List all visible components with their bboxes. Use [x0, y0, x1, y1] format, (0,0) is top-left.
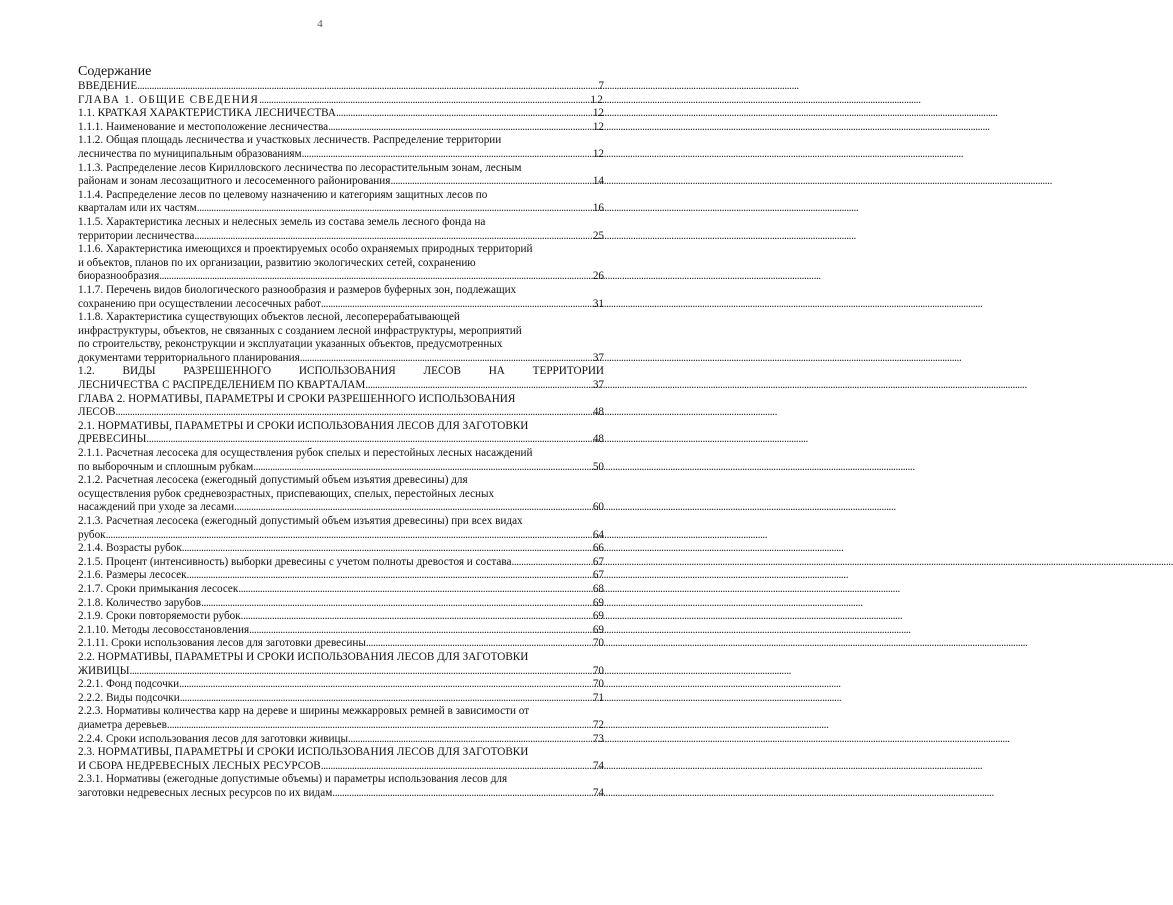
- toc-entry-last-line: [78, 719, 604, 733]
- toc-entry-title: кварталам или их частям: [78, 202, 197, 215]
- toc-page-number: 12: [592, 120, 604, 133]
- toc-page-number: 25: [592, 229, 604, 242]
- toc-entry-title: биоразнообразия: [78, 270, 160, 283]
- toc-entry-line: 1.1.8. Характеристика существующих объектов лесной, лесоперерабатывающей: [78, 311, 460, 324]
- toc-entry[interactable]: [78, 678, 604, 692]
- toc-entry-last-line: [78, 461, 604, 475]
- dot-leader: [253, 461, 592, 475]
- toc-page-number: 26: [592, 270, 604, 283]
- toc-entry-title: 2.1.9. Сроки повторяемости рубок: [78, 610, 241, 623]
- toc-entry-line: 2.1.1. Расчетная лесосека для осуществления рубок спелых и перестойных лесных насаждений: [78, 447, 533, 460]
- dot-leader: [137, 80, 597, 94]
- toc-entry-line: 2.2.3. Нормативы количества карр на дереве и ширины межкарровых ремней в зависимости от: [78, 705, 530, 718]
- toc-page-number: 12: [592, 147, 604, 160]
- toc-entry-last-line: [78, 597, 604, 611]
- toc-entry-last-line: [78, 542, 604, 556]
- dot-leader: [332, 787, 592, 801]
- toc-entry[interactable]: [78, 94, 604, 108]
- toc-entry-last-line: [78, 637, 604, 651]
- toc-entry-line: 1.1.5. Характеристика лесных и нелесных земель из состава земель лесного фонда на: [78, 215, 486, 228]
- toc-page-number: 69: [592, 623, 604, 636]
- dot-leader: [348, 733, 592, 747]
- toc-entry[interactable]: [78, 134, 604, 161]
- toc-entry-line: 1.1.6. Характеристика имеющихся и проектируемых особо охраняемых природных территорий: [78, 243, 533, 256]
- toc-page-number: 70: [592, 664, 604, 677]
- toc-page-number: 72: [592, 718, 604, 731]
- toc-entry-title: 2.2.1. Фонд подсочки: [78, 678, 180, 691]
- toc-entry-last-line: [78, 107, 604, 121]
- dot-leader: [259, 94, 589, 108]
- toc-entry-title: ЛЕСНИЧЕСТВА С РАСПРЕДЕЛЕНИЕМ ПО КВАРТАЛАМ: [78, 379, 366, 392]
- toc-entry-last-line: [78, 270, 604, 284]
- toc-entry-last-line: [78, 787, 604, 801]
- toc-page-number: 70: [592, 678, 604, 691]
- dot-leader: [390, 175, 591, 189]
- toc-entry-title: документами территориального планирования: [78, 351, 300, 364]
- toc-entry-last-line: [78, 569, 604, 583]
- table-of-contents: [78, 80, 604, 800]
- toc-entry[interactable]: [78, 651, 604, 678]
- toc-entry[interactable]: [78, 447, 604, 474]
- toc-entry-last-line: [78, 583, 604, 597]
- toc-entry-last-line: [78, 624, 604, 638]
- toc-entry-last-line: [78, 379, 604, 393]
- dot-leader: [182, 542, 592, 556]
- toc-entry[interactable]: [78, 610, 604, 624]
- toc-entry-last-line: [78, 610, 604, 624]
- toc-entry[interactable]: [78, 542, 604, 556]
- toc-page-number: 70: [592, 637, 604, 650]
- dot-leader: [194, 230, 591, 244]
- toc-page-number: 74: [592, 759, 604, 772]
- toc-entry-line: 1.1.3. Распределение лесов Кирилловского лесничества по лесорастительным зонам, лесным: [78, 161, 522, 174]
- toc-entry-title: заготовки недревесных лесных ресурсов по их видам: [78, 786, 333, 799]
- toc-entry-title: 2.1.5. Процент (интенсивность) выборки древесины с учетом полноты древостоя и состава: [78, 555, 512, 568]
- toc-page-number: 48: [592, 406, 604, 419]
- toc-entry-line: 2.3. НОРМАТИВЫ, ПАРАМЕТРЫ И СРОКИ ИСПОЛЬЗОВАНИЯ ЛЕСОВ ДЛЯ ЗАГОТОВКИ: [78, 746, 529, 759]
- toc-entry[interactable]: [78, 515, 604, 542]
- toc-entry-title: рубок: [78, 528, 106, 541]
- dot-leader: [302, 148, 592, 162]
- dot-leader: [321, 760, 592, 774]
- dot-leader: [179, 678, 592, 692]
- toc-entry-last-line: [78, 121, 604, 135]
- toc-page-number: 73: [592, 732, 604, 745]
- toc-entry[interactable]: [78, 705, 604, 732]
- dot-leader: [238, 583, 591, 597]
- toc-entry-line: 1.1.2. Общая площадь лесничества и участковых лесничеств. Распределение территории: [78, 134, 502, 147]
- toc-entry[interactable]: [78, 624, 604, 638]
- toc-entry-title: ВВЕДЕНИЕ: [78, 80, 138, 92]
- dot-leader: [365, 379, 592, 393]
- toc-entry[interactable]: [78, 80, 604, 94]
- dot-leader: [300, 352, 592, 366]
- dot-leader: [241, 610, 592, 624]
- toc-page-number: 37: [592, 351, 604, 364]
- dot-leader: [167, 719, 592, 733]
- toc-entry-last-line: [78, 175, 604, 189]
- toc-entry-title: ДРЕВЕСИНЫ: [78, 433, 147, 446]
- dot-leader: [511, 556, 591, 570]
- toc-entry-last-line: [78, 406, 604, 420]
- toc-entry[interactable]: [78, 107, 604, 121]
- toc-entry-line: и объектов, планов по их организации, развитию экологических сетей, сохранению: [78, 256, 476, 269]
- toc-entry-title: сохранению при осуществлении лесосечных работ: [78, 297, 321, 310]
- dot-leader: [106, 529, 592, 543]
- toc-entry[interactable]: [78, 243, 604, 284]
- toc-entry-last-line: [78, 80, 604, 94]
- dot-leader: [234, 501, 592, 515]
- toc-entry[interactable]: [78, 746, 604, 773]
- dot-leader: [321, 298, 592, 312]
- toc-entry[interactable]: [78, 393, 604, 420]
- toc-entry-title: 2.1.6. Размеры лесосек: [78, 569, 187, 582]
- toc-entry[interactable]: [78, 121, 604, 135]
- toc-page-number: 69: [592, 596, 604, 609]
- toc-entry-line: по строительству, реконструкции и эксплуатации указанных объектов, предусмотренных: [78, 338, 503, 351]
- toc-entry-line: 2.1.2. Расчетная лесосека (ежегодный допустимый объем изъятия древесины) для: [78, 474, 468, 487]
- toc-entry-title: 2.2.4. Сроки использования лесов для заготовки живицы: [78, 732, 349, 745]
- toc-entry-line: осуществления рубок средневозрастных, приспевающих, спелых, перестойных лесных: [78, 487, 495, 500]
- toc-page-number: 37: [592, 379, 604, 392]
- toc-entry-last-line: [78, 665, 604, 679]
- dot-leader: [159, 270, 592, 284]
- toc-page-number: 50: [592, 460, 604, 473]
- toc-entry[interactable]: [78, 311, 604, 365]
- toc-entry-line: 2.1.3. Расчетная лесосека (ежегодный допустимый объем изъятия древесины) при всех видах: [78, 515, 523, 527]
- dot-leader: [129, 665, 591, 679]
- toc-entry-line: 2.2. НОРМАТИВЫ, ПАРАМЕТРЫ И СРОКИ ИСПОЛЬЗОВАНИЯ ЛЕСОВ ДЛЯ ЗАГОТОВКИ: [78, 650, 529, 663]
- toc-entry-last-line: [78, 529, 604, 543]
- toc-entry-title: лесничества по муниципальным образованиям: [78, 147, 302, 160]
- toc-entry[interactable]: [78, 420, 604, 447]
- toc-page-number: 68: [592, 582, 604, 595]
- toc-entry[interactable]: [78, 189, 604, 216]
- dot-leader: [328, 121, 592, 135]
- toc-page-number: 48: [592, 433, 604, 446]
- toc-entry-last-line: [78, 230, 604, 244]
- toc-entry-last-line: [78, 733, 604, 747]
- toc-page-number: 7: [598, 80, 604, 92]
- dot-leader: [366, 637, 592, 651]
- toc-entry-title: 1.1. КРАТКАЯ ХАРАКТЕРИСТИКА ЛЕСНИЧЕСТВА: [78, 107, 337, 120]
- toc-page-number: 60: [592, 501, 604, 514]
- toc-entry-last-line: [78, 760, 604, 774]
- toc-entry-title: территории лесничества: [78, 229, 195, 242]
- toc-entry-last-line: [78, 501, 604, 515]
- toc-page-number: 71: [592, 691, 604, 704]
- toc-entry-title: 2.1.4. Возрасты рубок: [78, 542, 182, 555]
- toc-entry[interactable]: [78, 597, 604, 611]
- toc-entry[interactable]: [78, 773, 604, 800]
- toc-entry-title: ЖИВИЦЫ: [78, 664, 130, 677]
- toc-entry-last-line: [78, 556, 604, 570]
- toc-entry-last-line: [78, 692, 604, 706]
- toc-entry[interactable]: [78, 365, 604, 392]
- toc-entry-title: 2.1.7. Сроки примыкания лесосек: [78, 582, 239, 595]
- toc-entry-last-line: [78, 352, 604, 366]
- toc-entry-last-line: [78, 94, 604, 108]
- toc-page-number: 12: [592, 107, 604, 120]
- toc-entry[interactable]: [78, 637, 604, 651]
- toc-page-number: 66: [592, 542, 604, 555]
- toc-page-number: 67: [592, 569, 604, 582]
- toc-entry-line: 1.2. ВИДЫ РАЗРЕШЕННОГО ИСПОЛЬЗОВАНИЯ ЛЕСОВ НА ТЕРРИТОРИИ: [78, 365, 604, 378]
- toc-entry[interactable]: [78, 162, 604, 189]
- toc-entry-title: 2.2.2. Виды подсочки: [78, 691, 180, 704]
- toc-entry[interactable]: [78, 583, 604, 597]
- toc-page-number: 12: [590, 93, 604, 106]
- toc-entry-title: ГЛАВА 1. ОБЩИЕ СВЕДЕНИЯ: [78, 93, 260, 106]
- toc-entry-line: 2.1. НОРМАТИВЫ, ПАРАМЕТРЫ И СРОКИ ИСПОЛЬЗОВАНИЯ ЛЕСОВ ДЛЯ ЗАГОТОВКИ: [78, 419, 529, 432]
- page-number: 4: [317, 18, 323, 30]
- toc-entry-title: по выборочным и сплошным рубкам: [78, 460, 254, 473]
- toc-page-number: 64: [592, 528, 604, 541]
- toc-entry-line: 1.1.7. Перечень видов биологического разнообразия и размеров буферных зон, подлежащих: [78, 283, 517, 296]
- toc-entry-title: насаждений при уходе за лесами: [78, 501, 235, 514]
- toc-page-number: 67: [592, 555, 604, 568]
- toc-entry[interactable]: [78, 733, 604, 747]
- toc-heading: Содержание: [78, 64, 152, 79]
- toc-entry-last-line: [78, 678, 604, 692]
- toc-entry-title: диаметра деревьев: [78, 718, 167, 731]
- toc-entry[interactable]: [78, 216, 604, 243]
- toc-entry-last-line: [78, 433, 604, 447]
- toc-page-number: 74: [592, 786, 604, 799]
- toc-entry-title: 1.1.1. Наименование и местоположение лесничества: [78, 120, 329, 133]
- toc-entry[interactable]: [78, 692, 604, 706]
- toc-entry-title: ЛЕСОВ: [78, 406, 116, 419]
- toc-entry-title: И СБОРА НЕДРЕВЕСНЫХ ЛЕСНЫХ РЕСУРСОВ: [78, 759, 321, 772]
- toc-entry-last-line: [78, 148, 604, 162]
- toc-entry[interactable]: [78, 556, 604, 570]
- toc-entry-line: ГЛАВА 2. НОРМАТИВЫ, ПАРАМЕТРЫ И СРОКИ РАЗРЕШЕННОГО ИСПОЛЬЗОВАНИЯ: [78, 392, 516, 405]
- dot-leader: [336, 107, 592, 121]
- toc-entry-line: инфраструктуры, объектов, не связанных с созданием лесной инфраструктуры, мероприятий: [78, 324, 522, 337]
- toc-entry-title: 2.1.8. Количество зарубов: [78, 596, 202, 609]
- toc-entry-line: 1.1.4. Распределение лесов по целевому назначению и категориям защитных лесов по: [78, 188, 488, 201]
- toc-entry-title: районам и зонам лесозащитного и лесосеменного районирования: [78, 175, 391, 188]
- toc-entry-last-line: [78, 202, 604, 216]
- toc-entry-last-line: [78, 298, 604, 312]
- dot-leader: [146, 433, 591, 447]
- toc-entry-title: 2.1.11. Сроки использования лесов для заготовки древесины: [78, 637, 366, 650]
- dot-leader: [201, 597, 592, 611]
- toc-entry-line: 2.3.1. Нормативы (ежегодные допустимые объемы) и параметры использования лесов для: [78, 773, 508, 786]
- toc-entry[interactable]: [78, 284, 604, 311]
- toc-page-number: 14: [592, 175, 604, 188]
- toc-page-number: 31: [592, 297, 604, 310]
- dot-leader: [180, 692, 592, 706]
- dot-leader: [115, 406, 591, 420]
- toc-entry[interactable]: [78, 569, 604, 583]
- toc-page-number: 69: [592, 610, 604, 623]
- toc-page-number: 16: [592, 202, 604, 215]
- dot-leader: [197, 202, 592, 216]
- dot-leader: [187, 569, 592, 583]
- dot-leader: [249, 624, 592, 638]
- toc-entry[interactable]: [78, 474, 604, 515]
- toc-entry-title: 2.1.10. Методы лесовосстановления: [78, 623, 250, 636]
